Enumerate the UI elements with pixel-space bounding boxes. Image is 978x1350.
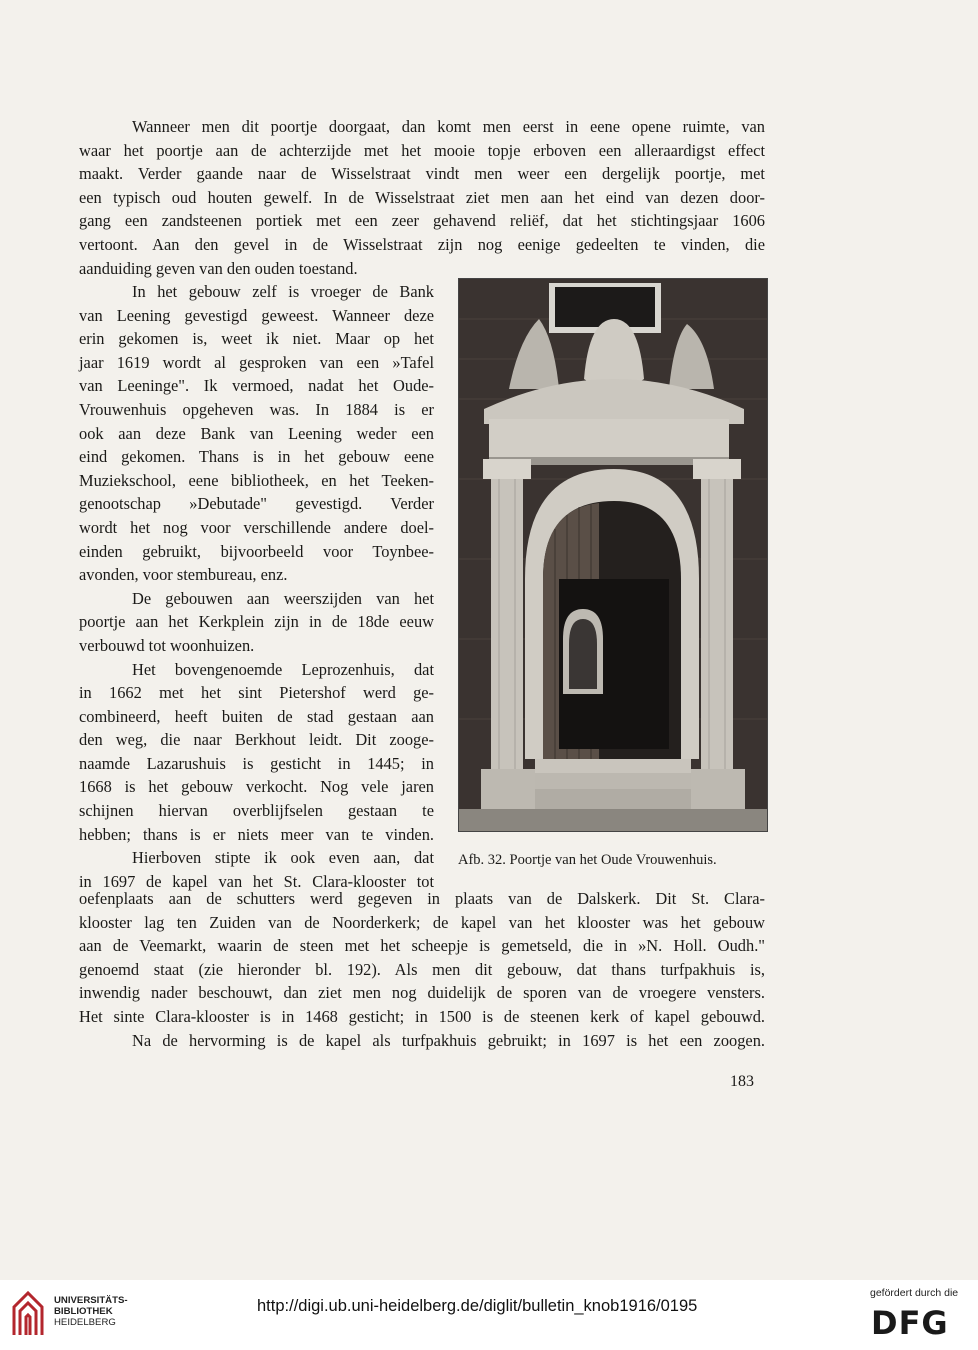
text-line: Hierboven stipte ik ook even aan, dat (132, 848, 434, 868)
text-line: jaar 1619 wordt al gesproken van een »Tafel (79, 352, 434, 372)
text-line: van Leening gevestigd geweest. Wanneer deze (79, 305, 434, 325)
text-line: hebben; thans is er niets meer van te vinden. (79, 824, 434, 844)
text-line: ook aan deze Bank van Leening weder een (79, 423, 434, 443)
text-line: aanduiding geven van den ouden toestand. (79, 258, 358, 278)
library-name-line: UNIVERSITÄTS- (54, 1295, 128, 1306)
text-line: maakt. Verder gaande naar de Wisselstraat vindt men weer een dergelijk poortje, met (79, 164, 765, 184)
text-line: klooster lag ten Zuiden van de Noorderkerk; de kapel van het klooster was het gebouw (79, 912, 765, 932)
text-line: vertoont. Aan den gevel in de Wisselstraat zijn nog eenige gedeelten te vinden, die (79, 234, 765, 254)
text-line: van Leeninge". Ik vermoed, nadat het Oude- (79, 376, 434, 396)
text-line: gang een zandsteenen portiek met een zeer gehavend reliëf, dat het stichtingsjaar 1606 (79, 211, 765, 231)
photo-gateway (458, 278, 768, 832)
text-line: Vrouwenhuis opgeheven was. In 1884 is er (79, 399, 434, 419)
text-line: Na de hervorming is de kapel als turfpakhuis gebruikt; in 1697 is het een zoogen. (132, 1030, 765, 1050)
text-line: waar het poortje aan de achterzijde met het mooie topje erboven een alleraardigst effect (79, 140, 765, 160)
text-line: eind gekomen. Thans is in het gebouw eene (79, 447, 434, 467)
dfg-logo[interactable]: DFG (871, 1304, 949, 1342)
gateway-illustration (459, 279, 767, 831)
text-line: genoemd staat (zie hieronder bl. 192). Als men dit gebouw, dat thans turfpakhuis is, (79, 959, 765, 979)
text-line: Het bovengenoemde Leprozenhuis, dat (132, 659, 434, 679)
text-line: De gebouwen aan weerszijden van het (132, 588, 434, 608)
text-line: erin gekomen is, weet ik niet. Maar op het (79, 329, 434, 349)
page-number: 183 (730, 1073, 754, 1090)
text-line: In het gebouw zelf is vroeger de Bank (132, 282, 434, 301)
text-line: 1668 is het gebouw verkocht. Nog vele jaren (79, 777, 434, 797)
text-line: poortje aan het Kerkplein zijn in de 18de eeuw (79, 612, 434, 632)
paragraph-narrow-column (79, 280, 434, 893)
text-line: naamde Lazarushuis is gesticht in 1445; in (79, 753, 434, 773)
library-name-line: HEIDELBERG (54, 1317, 116, 1328)
paragraph-bottom (79, 887, 765, 1052)
text-line: avonden, voor stembureau, enz. (79, 565, 288, 585)
text-line: Het sinte Clara-klooster is in 1468 gesticht; in 1500 is de steenen kerk of kapel gebouwd. (79, 1006, 765, 1026)
text-line: in 1662 met het sint Pietershof werd ge- (79, 683, 434, 703)
university-library-logo-icon[interactable] (10, 1289, 46, 1339)
text-line: combineerd, heeft buiten de stad gestaan aan (79, 706, 434, 726)
paragraph-top (79, 115, 765, 280)
source-url-link[interactable]: http://digi.ub.uni-heidelberg.de/diglit/bulletin_knob1916/0195 (257, 1297, 698, 1315)
text-line: een typisch oud houten gewelf. In de Wisselstraat ziet men aan het eind van dezen door- (79, 187, 765, 207)
text-line: oefenplaats aan de schutters werd gegeven in plaats van de Dalskerk. Dit St. Clara- (79, 889, 765, 908)
text-line: Muziekschool, eene bibliotheek, en het Teeken- (79, 470, 434, 490)
text-line: einden gebruikt, bijvoorbeeld voor Toynbee- (79, 541, 434, 561)
text-line: wordt het nog voor verschillende andere doel- (79, 517, 434, 537)
text-line: schijnen hiervan overblijfselen gestaan te (79, 801, 434, 821)
text-line: in 1697 de kapel van het St. Clara-klooster tot (79, 871, 434, 891)
text-line: den weg, die naar Berkhout leidt. Dit zooge- (79, 730, 434, 750)
text-line: Wanneer men dit poortje doorgaat, dan komt men eerst in eene opene ruimte, van (132, 117, 765, 136)
library-name-line: BIBLIOTHEK (54, 1306, 113, 1317)
footer-bar (0, 1280, 978, 1350)
text-line: inwendig nader beschouwt, dan ziet men nog duidelijk de sporen van de vroegere vensters. (79, 983, 765, 1003)
sponsor-text: gefördert durch die (870, 1287, 959, 1299)
library-name (54, 1295, 128, 1328)
figure-caption: Afb. 32. Poortje van het Oude Vrouwenhuis. (458, 852, 717, 868)
text-line: aan de Veemarkt, waarin de steen met het scheepje is gemetseld, die in »N. Holl. Oudh." (79, 936, 765, 956)
text-line: verbouwd tot woonhuizen. (79, 635, 255, 655)
text-line: genootschap »Debutade" gevestigd. Verder (79, 494, 434, 514)
